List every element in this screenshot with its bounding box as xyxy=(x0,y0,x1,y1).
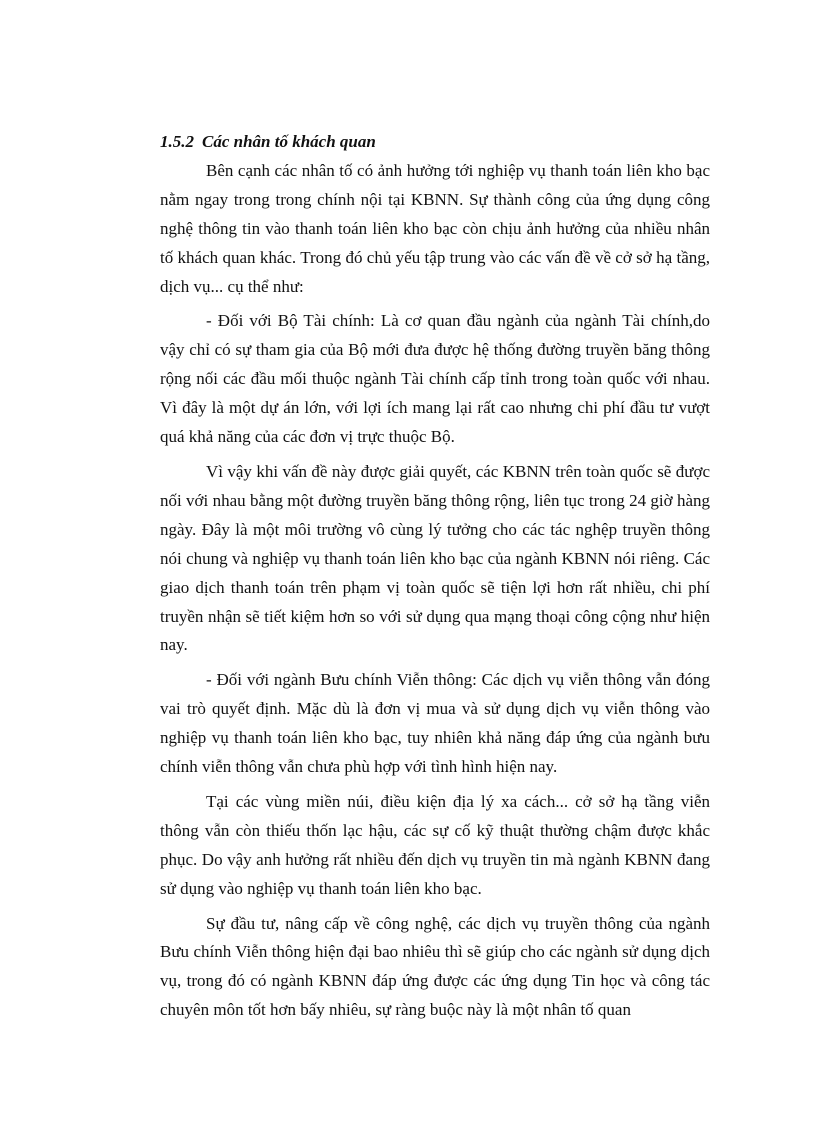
paragraph-mountain-regions: Tại các vùng miền núi, điều kiện địa lý xa cách... cở sở hạ tầng viễn thông vẫn còn thiếu thốn lạc hậu, các sự cố kỹ thuật thường chậm được khắc phục. Do vậy anh hưởng rất nhiều đến dịch vụ truyền tin mà ngành KBNN đang sử dụng vào nghiệp vụ thanh toán liên kho bạc. xyxy=(160,791,710,898)
paragraph-broadband-benefits: Vì vậy khi vấn đề này được giải quyết, các KBNN trên toàn quốc sẽ được nối với nhau bằng một đường truyền băng thông rộng, liên tục trong 24 giờ hàng ngày. Đây là một môi trường vô cùng lý tưởng cho các tác nghệp truyền thông nói chung và nghiệp vụ thanh toán liên kho bạc của ngành KBNN nói riêng. Các giao dịch thanh toán trên phạm vị toàn quốc sẽ tiện lợi hơn rất nhiều, chi phí truyền nhận sẽ tiết kiệm hơn so với sử dụng qua mạng thoại công cộng như hiện nay. xyxy=(160,461,710,655)
section-heading xyxy=(160,128,710,157)
paragraph-intro: Bên cạnh các nhân tố có ảnh hưởng tới nghiệp vụ thanh toán liên kho bạc nằm ngay trong trong chính nội tại KBNN. Sự thành công của ứng dụng công nghệ thông tin vào thanh toán liên kho bạc còn chịu ảnh hưởng của nhiều nhân tố khách quan khác. Trong đó chủ yếu tập trung vào các vấn đề về cở sở hạ tầng, dịch vụ... cụ thể như: xyxy=(160,160,710,296)
paragraph-ministry-of-finance: - Đối với Bộ Tài chính: Là cơ quan đầu ngành của ngành Tài chính,do vậy chỉ có sự tham gia của Bộ mới đưa được hệ thống đường truyền băng thông rộng nối các đầu mối thuộc ngành Tài chính cấp tỉnh trong toàn quốc với nhau. Vì đây là một dự án lớn, với lợi ích mang lại rất cao nhưng chi phí đầu tư vượt quá khả năng của các đơn vị trực thuộc Bộ. xyxy=(160,311,710,447)
section-title: Các nhân tố khách quan xyxy=(202,132,376,151)
paragraph-telecom-sector: - Đối với ngành Bưu chính Viễn thông: Các dịch vụ viễn thông vẫn đóng vai trò quyết định. Mặc dù là đơn vị mua và sử dụng dịch vụ viễn thông vào nghiệp vụ thanh toán liên kho bạc, tuy nhiên khả năng đáp ứng của ngành bưu chính viễn thông vẫn chưa phù hợp với tình hình hiện nay. xyxy=(160,670,710,777)
paragraph-investment: Sự đầu tư, nâng cấp về công nghệ, các dịch vụ truyền thông của ngành Bưu chính Viễn thông hiện đại bao nhiêu thì sẽ giúp cho các ngành sử dụng dịch vụ, trong đó có ngành KBNN đáp ứng được các ứng dụng Tin học và công tác chuyên môn tốt hơn bấy nhiêu, sự ràng buộc này là một nhân tố quan xyxy=(160,913,710,1020)
document-page xyxy=(160,128,710,1025)
section-number: 1.5.2 xyxy=(160,132,194,151)
